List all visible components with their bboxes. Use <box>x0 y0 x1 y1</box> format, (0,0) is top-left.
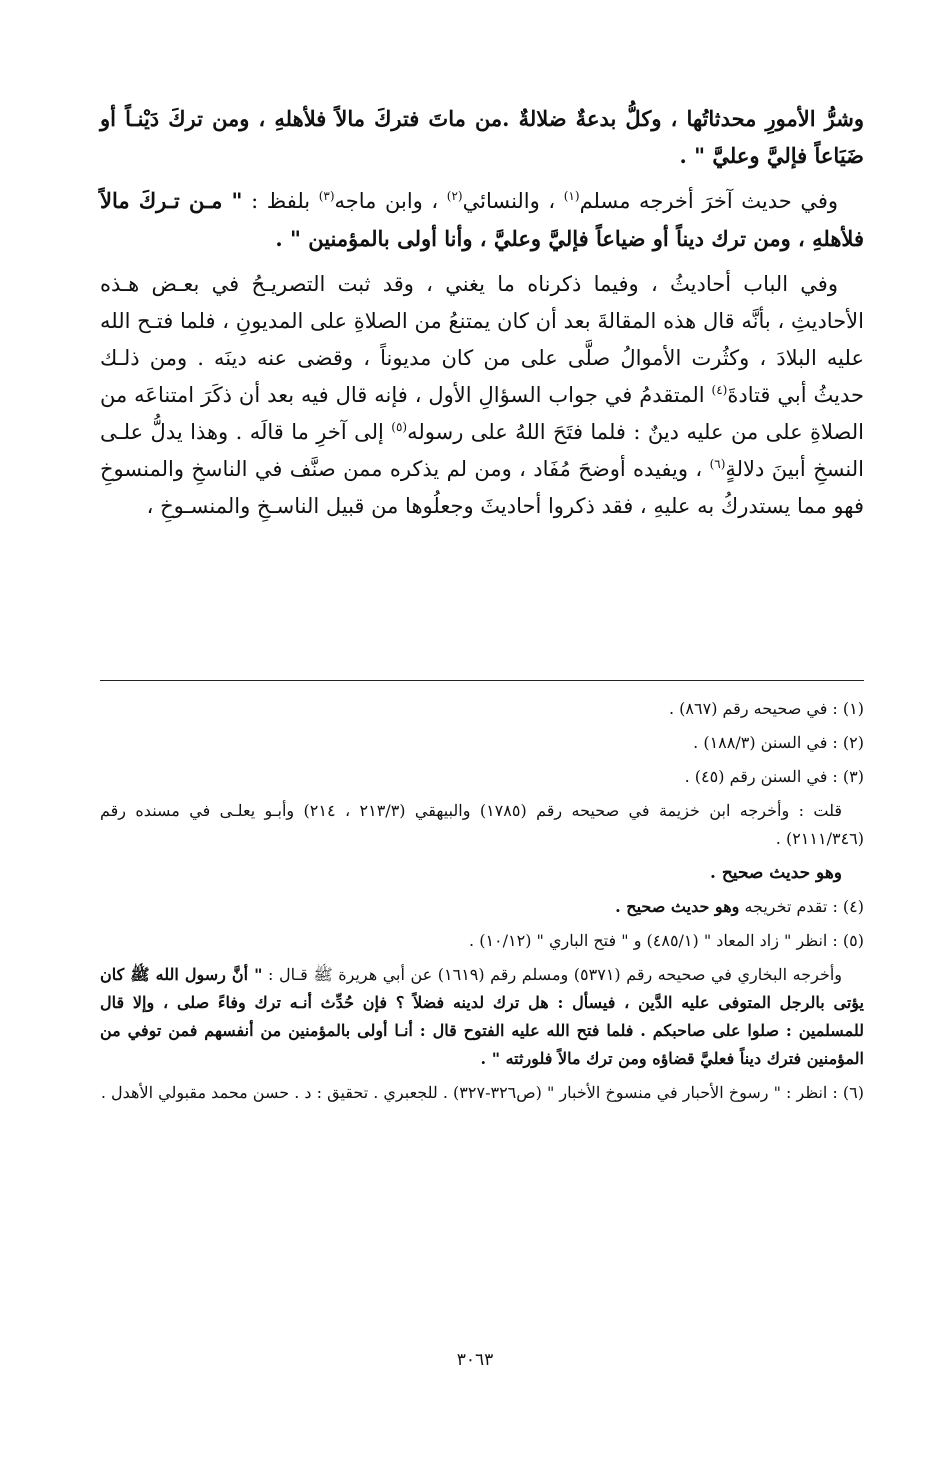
footnote-ref-4[interactable]: (٤) <box>711 383 728 397</box>
main-text <box>100 100 864 533</box>
footnotes <box>100 695 864 1113</box>
paragraph-3-text: المتقدمُ في جواب السؤالِ الأول ، فإنه قال فيه بعد أن ذكَرَ امتناعَه من الصلاةِ على من عليه دينٌ : فلما فتَحَ اللهُ على رسوله <box>100 383 865 444</box>
footnote-2: (٢) : في السنن (١٨٨/٣) . <box>693 733 864 752</box>
paragraph-2-text: بلفظ : <box>242 189 319 213</box>
paragraph-2-text: وفي حديث آخرَ أخرجه مسلم <box>579 189 839 213</box>
footnote-4-text: (٤) : تقدم تخريجه <box>739 897 864 916</box>
footnote-ref-6[interactable]: (٦) <box>709 457 726 471</box>
footnote-3-note: قلت : وأخرجه ابن خزيمة في صحيحه رقم (١٧٨٥) والبيهقي (٢١٣/٣ ، ٢١٤) وأبـو يعلـى في مسنده رقم (٢١١١/٣٤٦) . <box>100 801 864 848</box>
footnote-4 <box>100 893 864 921</box>
paragraph-2-text: ، وابن ماجه <box>334 189 447 213</box>
footnote-ref-1[interactable]: (١) <box>563 189 580 203</box>
footnote-3-ruling: وهو حديث صحيح . <box>710 863 842 883</box>
paragraph-3 <box>100 266 864 525</box>
footnote-5-note <box>100 961 864 1073</box>
footnote-1: (١) : في صحيحه رقم (٨٦٧) . <box>668 699 864 718</box>
paragraph-2-text: ، والنسائي <box>462 189 564 213</box>
footnote-4-ruling: وهو حديث صحيح . <box>615 897 740 916</box>
paragraph-2 <box>100 182 864 258</box>
footnote-6: (٦) : انظر : " رسوخ الأحبار في منسوخ الأخبار " (ص٣٢٦-٣٢٧) . للجعبري . تحقيق : د . حسن محمد مقبولي الأهدل . <box>100 1083 864 1102</box>
footnote-ref-3[interactable]: (٣) <box>318 189 335 203</box>
page-number: ٣٠٦٣ <box>456 1350 494 1370</box>
footnote-ref-2[interactable]: (٢) <box>446 189 463 203</box>
footnote-3: (٣) : في السنن رقم (٤٥) . <box>684 767 864 786</box>
hadith-quote: " مـن تـركَ مالاً فلأهلهِ ، ومن ترك ديناً أو ضياعاً فإليَّ وعليَّ ، وأنا أولى بالمؤمنين " . <box>100 188 864 251</box>
footnote-ref-5[interactable]: (٥) <box>391 420 408 434</box>
paragraph-1 <box>100 100 864 174</box>
paragraph-1-text: وشرُّ الأمورِ محدثاتُها ، وكلُّ بدعةٌ ضلالةٌ .من ماتَ فتركَ مالاً فلأهلهِ ، ومن تركَ دَيْنـاً أو ضَيَاعاً فإليَّ وعليَّ " . <box>100 106 864 168</box>
footnote-divider <box>100 680 864 681</box>
footnote-5-note-text: وأخرجه البخاري في صحيحه رقم (٥٣٧١) ومسلم رقم (١٦١٩) عن أبي هريرة ﷺ قـال : <box>262 965 843 984</box>
footnote-5: (٥) : انظر " زاد المعاد " (٤٨٥/١) و " فتح الباري " (١٠/١٢) . <box>469 931 864 950</box>
paragraph-3-text: ، ويفيده أوضحَ مُفَاد ، ومن لم يذكره ممن صنَّف في الناسخِ والمنسوخِ فهو مما يستدركُ به عليهِ ، فقد ذكروا أحاديثَ وجعلُوها من قبيل الناسـخِ والمنسـوخِ ، <box>100 457 864 518</box>
paragraph-3-text: وفي الباب أحاديثُ ، وفيما ذكرناه ما يغني ، وقد ثبت التصريـحُ في بعـض هـذه الأحاديثِ ، بأنَّه قال هذه المقالةَ بعد أن كان يمتنعُ من الصلاةِ على المديونِ ، فلما فتـح الله عليه البلادَ ، وكثُرت الأموالُ صلَّى على من كان مديوناً ، وقضى عنه دينَه . ومن ذلـك حديثُ أبي قتادةَ <box>100 272 864 407</box>
paragraph-3-text: إلى آخرِ ما قالَه . وهذا يدلُّ علـى النسخِ أبينَ دلالةٍ <box>100 420 864 481</box>
footnote-5-hadith: " أنَّ رسول الله ﷺ كان يؤتى بالرجل المتوفى عليه الدَّين ، فيسأل : هل ترك لدينه فضلاً ؟ فإن حُدِّث أنـه ترك وفاءً صلى ، وإلا قال للمسلمين : صلوا على صاحبكم . فلما فتح الله عليه الفتوح قال : أنـا أولى بالمؤمنين من أنفسهم فمن توفي من المؤمنين فترك ديناً فعليَّ قضاؤه ومن ترك مالاً فلورثته " . <box>100 965 865 1068</box>
